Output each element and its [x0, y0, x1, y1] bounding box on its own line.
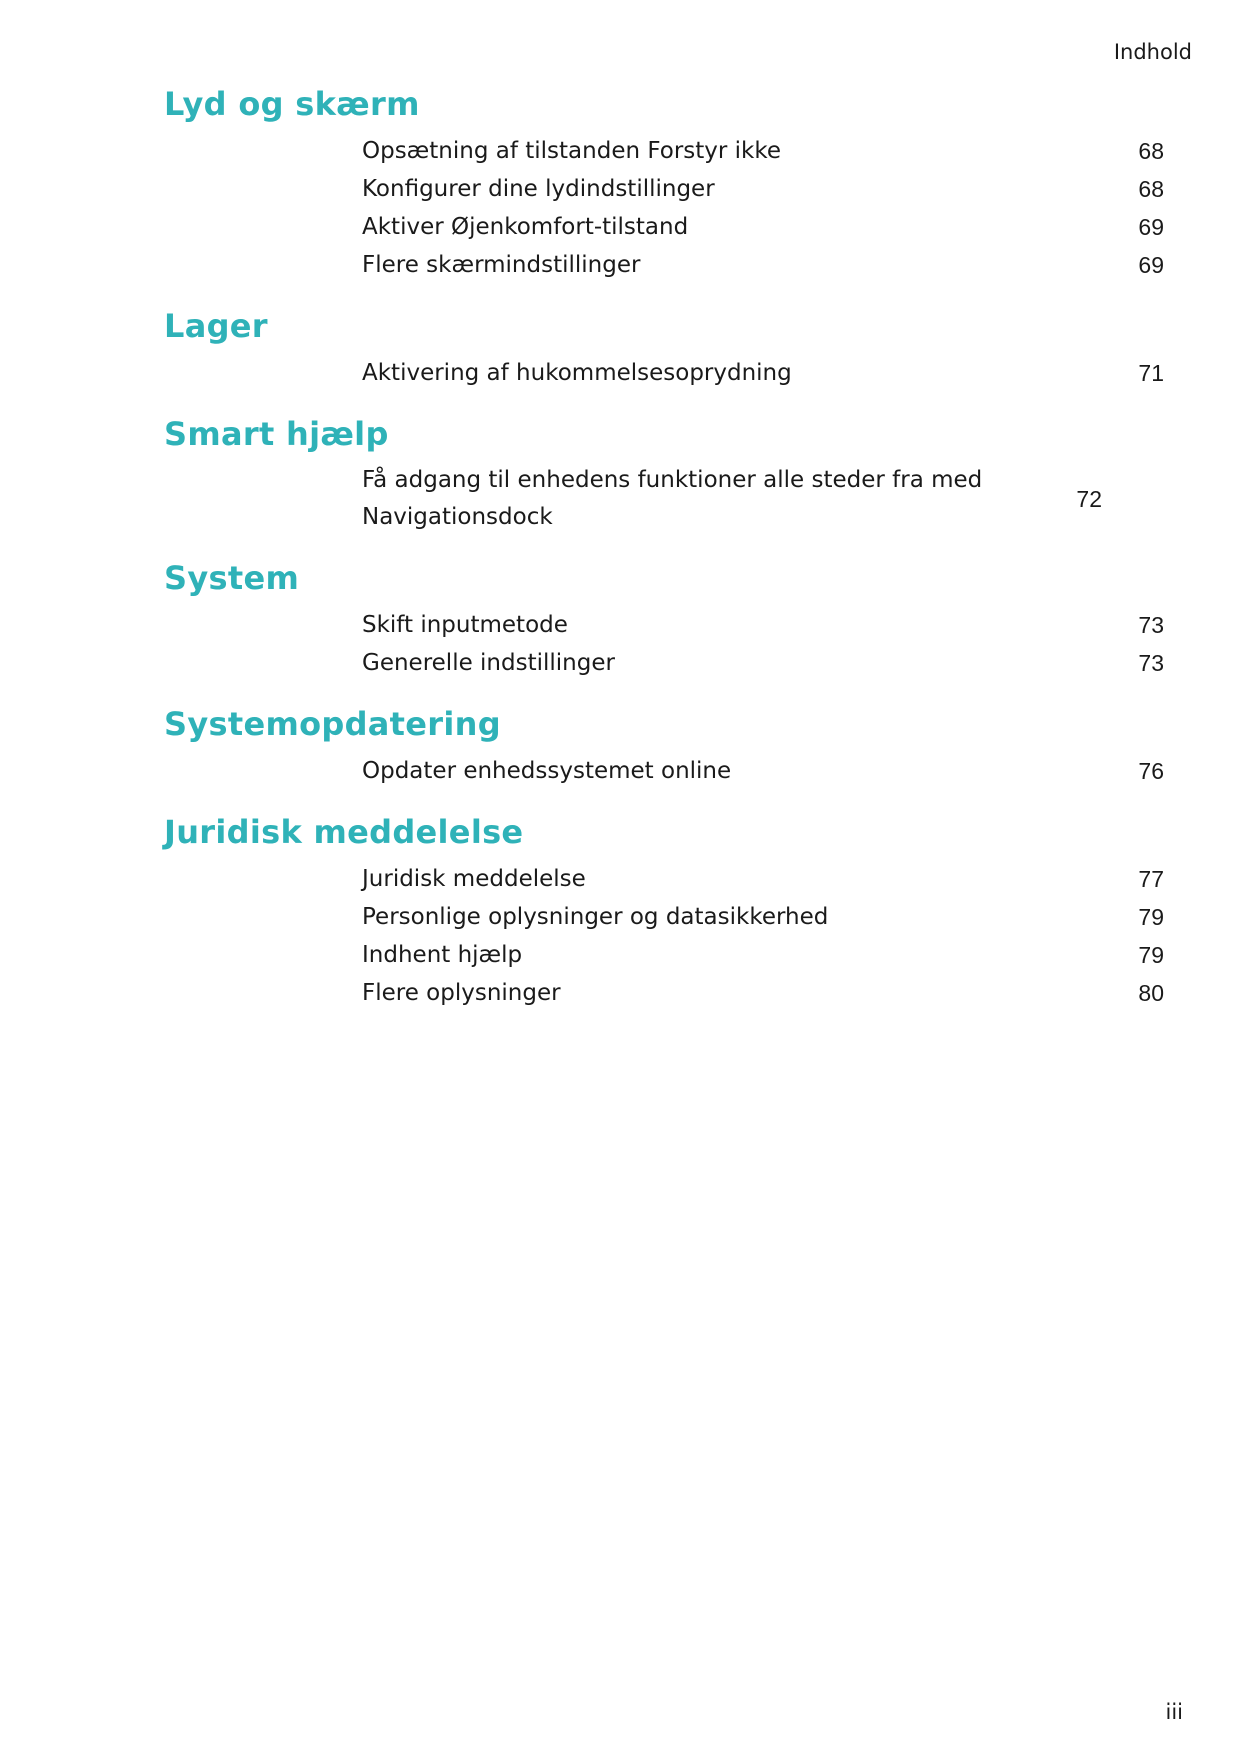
toc-section-juridisk-meddelelse: [164, 812, 1164, 1012]
toc-entry-label: Generelle indstillinger: [362, 649, 615, 676]
toc-entry-page: 73: [1138, 611, 1164, 638]
section-title[interactable]: Smart hjælp: [164, 415, 389, 453]
toc-entry-page: 69: [1138, 251, 1164, 278]
toc-entry-label: Opsætning af tilstanden Forstyr ikke: [362, 137, 782, 164]
toc-entry-page: 76: [1138, 757, 1164, 784]
toc-entry[interactable]: [362, 606, 1164, 644]
section-title[interactable]: System: [164, 559, 300, 597]
toc-entry-page: 79: [1138, 903, 1164, 930]
toc-section-systemopdatering: [164, 704, 1164, 790]
toc-entry-page: 79: [1138, 941, 1164, 968]
toc-section-lager: [164, 306, 1164, 392]
toc-entry-label: Få adgang til enhedens funktioner alle steder fra med Navigationsdock: [362, 467, 983, 530]
toc-entry-label: Skift inputmetode: [362, 611, 568, 638]
toc-entry-page: 71: [1138, 359, 1164, 386]
toc-entry-label: Flere oplysninger: [362, 979, 561, 1006]
toc-entry[interactable]: [362, 752, 1164, 790]
toc-entry[interactable]: [362, 936, 1164, 974]
toc-entry[interactable]: [362, 974, 1164, 1012]
toc-section-lyd-og-skaerm: [164, 84, 1164, 284]
toc-section-smart-hjaelp: [164, 414, 1164, 536]
toc-entry[interactable]: [362, 644, 1164, 682]
running-header: Indhold: [1113, 40, 1192, 64]
toc-entry-label: Juridisk meddelelse: [362, 865, 586, 892]
toc-section-system: [164, 558, 1164, 682]
section-title[interactable]: Lyd og skærm: [164, 85, 420, 123]
toc-entry-label: Personlige oplysninger og datasikkerhed: [362, 903, 829, 930]
toc-entry-page: 72: [1076, 485, 1102, 512]
toc-entry[interactable]: [362, 208, 1164, 246]
toc-entry-label: Indhent hjælp: [362, 941, 523, 968]
toc-entry-page: 73: [1138, 649, 1164, 676]
toc-entry[interactable]: [362, 354, 1164, 392]
toc-entry-page: 77: [1138, 865, 1164, 892]
toc-entry-page: 69: [1138, 213, 1164, 240]
toc-entry[interactable]: [362, 462, 1164, 536]
toc-entry-label: Opdater enhedssystemet online: [362, 757, 732, 784]
toc-entry-page: 80: [1138, 979, 1164, 1006]
toc-entry[interactable]: [362, 246, 1164, 284]
section-title[interactable]: Juridisk meddelelse: [164, 813, 524, 851]
toc-entry[interactable]: [362, 898, 1164, 936]
page-number: iii: [1165, 1700, 1183, 1724]
toc-entry-label: Aktiver Øjenkomfort-tilstand: [362, 213, 689, 240]
toc-entry[interactable]: [362, 860, 1164, 898]
toc-entry-label: Aktivering af hukommelsesoprydning: [362, 359, 792, 386]
toc-entry-page: 68: [1138, 137, 1164, 164]
table-of-contents: [164, 84, 1164, 1034]
toc-entry-label: Flere skærmindstillinger: [362, 251, 641, 278]
toc-entry[interactable]: [362, 132, 1164, 170]
section-title[interactable]: Systemopdatering: [164, 705, 501, 743]
toc-entry-label: Konfigurer dine lydindstillinger: [362, 175, 715, 202]
toc-entry[interactable]: [362, 170, 1164, 208]
toc-entry-page: 68: [1138, 175, 1164, 202]
section-title[interactable]: Lager: [164, 307, 268, 345]
